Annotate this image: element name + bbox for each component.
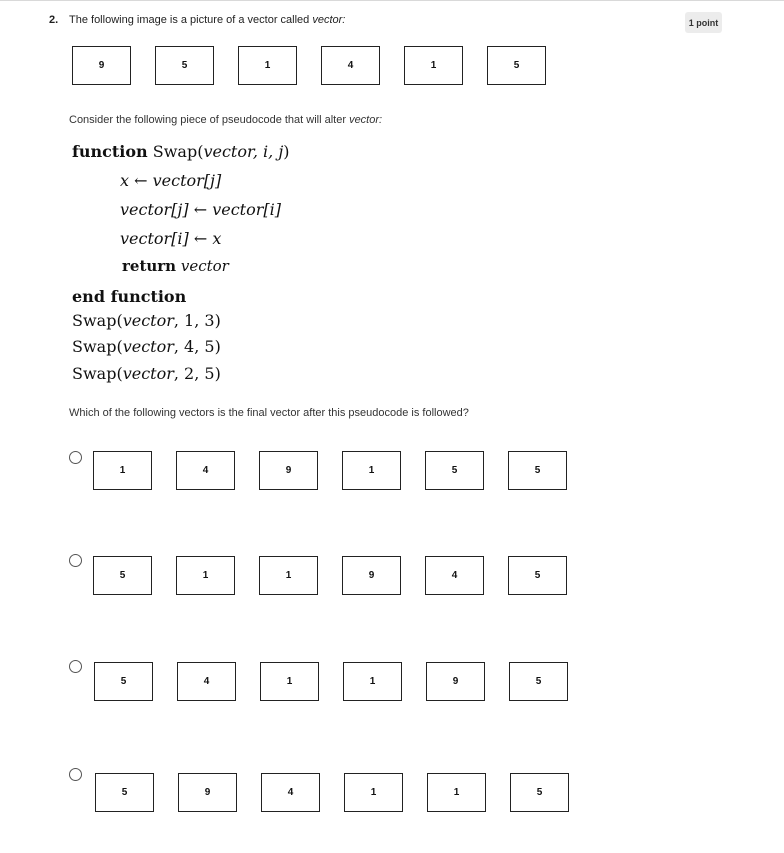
- question-text: The following image is a picture of a vector called vector:: [69, 14, 346, 26]
- points-badge: 1 point: [685, 12, 722, 33]
- option-cell: 5: [508, 451, 567, 490]
- pseudocode-line-3: vector[i] ← x: [120, 229, 222, 248]
- option-cell: 1: [259, 556, 318, 595]
- option-cell: 9: [342, 556, 401, 595]
- radio-option-b[interactable]: [69, 554, 82, 567]
- option-cell: 4: [176, 451, 235, 490]
- pseudocode-call-3: Swap(vector, 2, 5): [72, 364, 221, 383]
- consider-var: vector:: [349, 114, 383, 126]
- vector-cell: 1: [404, 46, 463, 85]
- option-cell: 1: [344, 773, 403, 812]
- radio-option-c[interactable]: [69, 660, 82, 673]
- vector-cell: 4: [321, 46, 380, 85]
- question-number: 2.: [49, 14, 59, 26]
- option-cell: 1: [176, 556, 235, 595]
- option-cell: 4: [425, 556, 484, 595]
- radio-option-a[interactable]: [69, 451, 82, 464]
- pseudocode-call-2: Swap(vector, 4, 5): [72, 337, 221, 356]
- option-cell: 4: [261, 773, 320, 812]
- option-cell: 5: [95, 773, 154, 812]
- pseudocode-line-2: vector[j] ← vector[i]: [120, 200, 281, 219]
- option-cell: 9: [259, 451, 318, 490]
- vector-cell: 9: [72, 46, 131, 85]
- option-cell: 1: [427, 773, 486, 812]
- option-cell: 5: [510, 773, 569, 812]
- pseudocode-return-line: return vector: [122, 257, 229, 275]
- pseudocode-call-1: Swap(vector, 1, 3): [72, 311, 221, 330]
- question-var: vector:: [312, 14, 346, 26]
- option-cell: 1: [343, 662, 402, 701]
- pseudocode-end-function: end function: [72, 287, 187, 306]
- option-cell: 9: [426, 662, 485, 701]
- vector-cell: 5: [487, 46, 546, 85]
- option-cell: 5: [94, 662, 153, 701]
- consider-text: Consider the following piece of pseudocode that will alter vector:: [69, 114, 383, 126]
- option-cell: 1: [342, 451, 401, 490]
- option-cell: 9: [178, 773, 237, 812]
- vector-cell: 5: [155, 46, 214, 85]
- option-cell: 1: [93, 451, 152, 490]
- vector-cell: 1: [238, 46, 297, 85]
- option-cell: 1: [260, 662, 319, 701]
- pseudocode-line-1: x ← vector[j]: [120, 171, 222, 190]
- option-cell: 4: [177, 662, 236, 701]
- pseudocode-function-line: function Swap(vector, i, j): [72, 142, 290, 161]
- option-cell: 5: [508, 556, 567, 595]
- answer-prompt: Which of the following vectors is the final vector after this pseudocode is followed?: [69, 407, 469, 419]
- option-cell: 5: [425, 451, 484, 490]
- top-divider: [0, 0, 784, 1]
- option-cell: 5: [509, 662, 568, 701]
- radio-option-d[interactable]: [69, 768, 82, 781]
- option-cell: 5: [93, 556, 152, 595]
